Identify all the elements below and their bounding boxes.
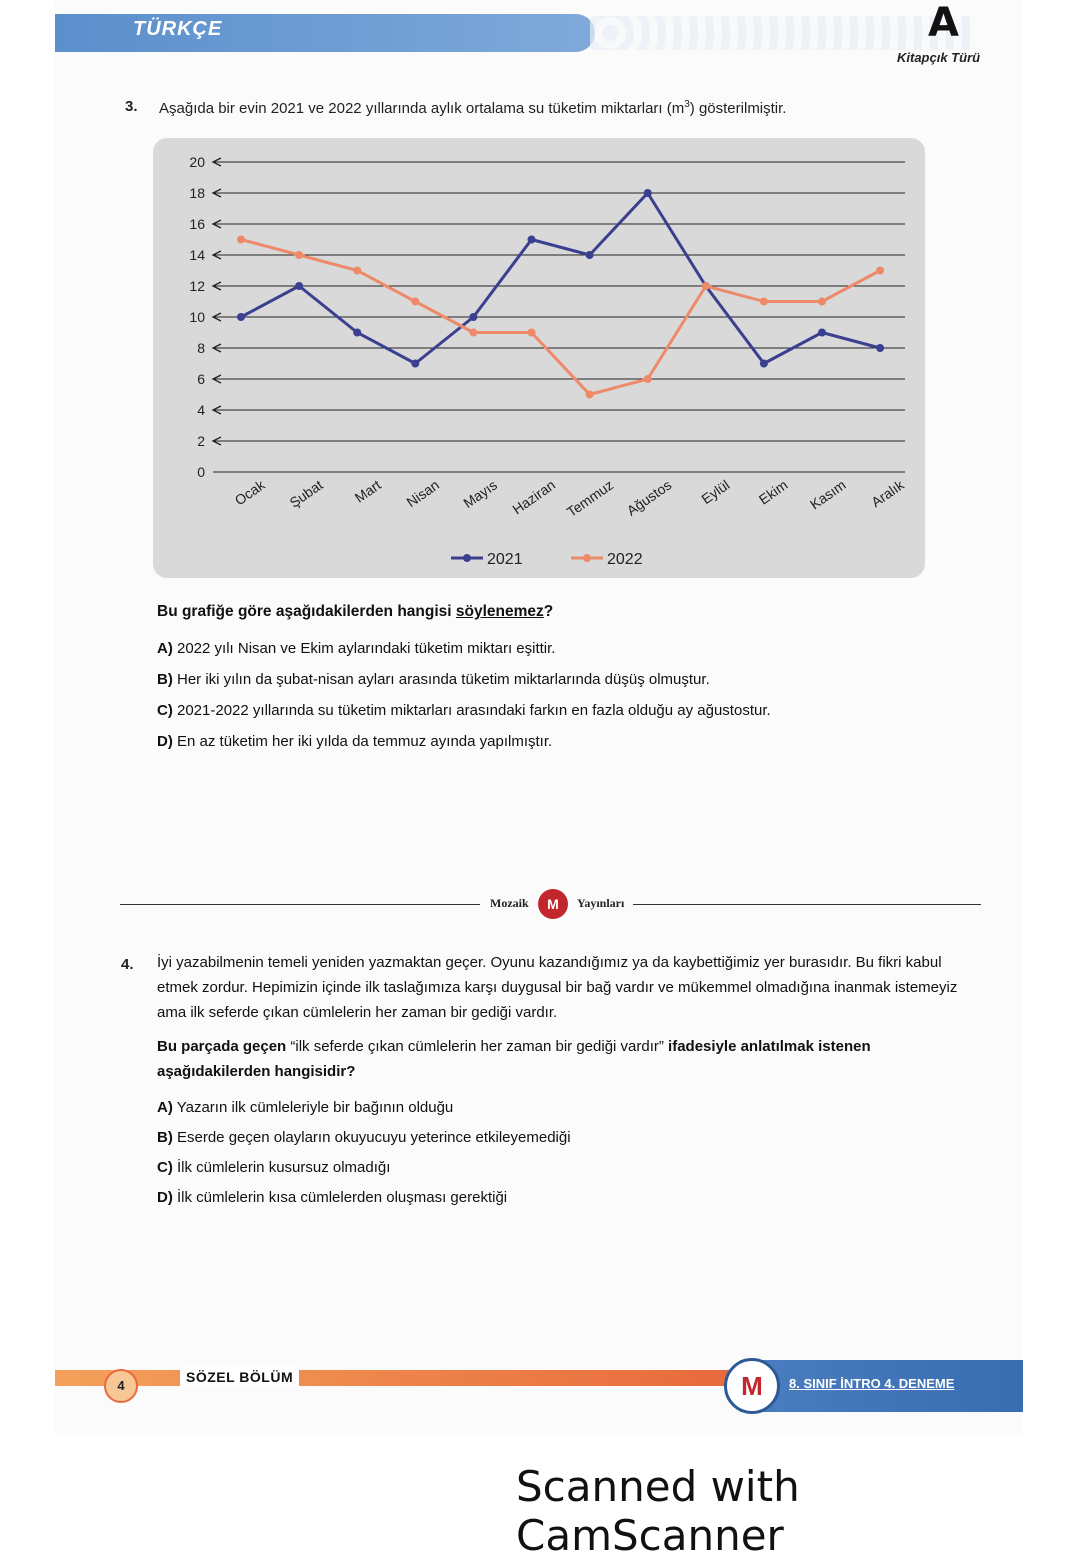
x-tick-label: Nisan xyxy=(403,476,442,511)
publisher-logo: M xyxy=(538,889,568,919)
booklet-letter: A xyxy=(928,0,959,46)
data-point-2022 xyxy=(644,375,652,383)
data-point-2022 xyxy=(353,267,361,275)
exam-title: 8. SINIF İNTRO 4. DENEME xyxy=(789,1376,955,1391)
footer-bar xyxy=(55,1370,735,1386)
data-point-2022 xyxy=(760,298,768,306)
data-point-2021 xyxy=(295,282,303,290)
data-point-2022 xyxy=(411,298,419,306)
booklet-type-label: Kitapçık Türü xyxy=(897,50,981,65)
legend-marker xyxy=(583,554,591,562)
divider-left xyxy=(120,904,480,905)
data-point-2022 xyxy=(469,329,477,337)
y-tick-label: 12 xyxy=(189,278,205,294)
y-tick-label: 16 xyxy=(189,216,205,232)
q4-option-d[interactable]: D) İlk cümlelerin kısa cümlelerden oluşması gerektiği xyxy=(157,1189,508,1206)
publisher-suffix: Yayınları xyxy=(577,896,625,910)
question-3-number: 3. xyxy=(125,98,138,115)
data-point-2021 xyxy=(528,236,536,244)
q3-option-d[interactable]: D) En az tüketim her iki yılda da temmuz ayında yapılmıştır. xyxy=(157,733,553,750)
data-point-2021 xyxy=(818,329,826,337)
legend-label: 2022 xyxy=(607,551,643,568)
q3-option-a[interactable]: A) 2022 yılı Nisan ve Ekim aylarındaki tüketim miktarı eşittir. xyxy=(157,640,556,657)
y-tick-label: 4 xyxy=(197,402,205,418)
data-point-2022 xyxy=(237,236,245,244)
x-tick-label: Haziran xyxy=(509,476,559,518)
x-tick-label: Şubat xyxy=(286,476,326,511)
data-point-2022 xyxy=(528,329,536,337)
question-4-paragraph: İyi yazabilmenin temeli yeniden yazmaktan geçer. Oyunu kazandığımız ya da kaybettiğimiz yer burasıdır. Bu fikri kabul etmek zordur. Hepimizin içinde ilk taslağımıza karşı duygusal bir bağ vardır ve mükemmel olmadığına inanmak istemeyiz ama ilk seferde çıkan cümlelerin her zaman bir gediği vardır. xyxy=(157,954,958,1021)
section-label: SÖZEL BÖLÜM xyxy=(180,1367,299,1387)
data-point-2022 xyxy=(295,251,303,259)
x-tick-label: Ağustos xyxy=(623,476,675,519)
data-point-2022 xyxy=(818,298,826,306)
divider-right xyxy=(633,904,981,905)
data-point-2021 xyxy=(469,313,477,321)
x-tick-label: Eylül xyxy=(698,476,733,508)
question-4-number: 4. xyxy=(121,956,134,973)
data-point-2021 xyxy=(353,329,361,337)
subject-title: TÜRKÇE xyxy=(133,18,223,40)
x-tick-label: Mart xyxy=(351,476,384,506)
data-point-2021 xyxy=(760,360,768,368)
data-point-2022 xyxy=(586,391,594,399)
x-tick-label: Kasım xyxy=(806,476,849,513)
scan-watermark: Scanned with CamScanner xyxy=(516,1462,800,1560)
x-tick-label: Aralık xyxy=(868,476,907,511)
x-tick-label: Ekim xyxy=(755,476,791,508)
legend-label: 2021 xyxy=(487,551,523,568)
legend-marker xyxy=(463,554,471,562)
y-tick-label: 20 xyxy=(189,154,205,170)
y-tick-label: 0 xyxy=(197,464,205,480)
y-tick-label: 18 xyxy=(189,185,205,201)
x-tick-label: Mayıs xyxy=(460,476,501,512)
y-tick-label: 14 xyxy=(189,247,205,263)
data-point-2021 xyxy=(644,189,652,197)
x-tick-label: Temmuz xyxy=(563,476,617,521)
data-point-2022 xyxy=(876,267,884,275)
data-point-2022 xyxy=(702,282,710,290)
question-4-stem: Bu parçada geçen “ilk seferde çıkan cümlelerin her zaman bir gediği vardır” ifadesiyle anlatılmak istenen aşağıdakilerden hangisidir? xyxy=(157,1038,871,1080)
y-tick-label: 6 xyxy=(197,371,205,387)
series-line-2021 xyxy=(241,193,880,364)
header-decoration xyxy=(590,16,970,50)
y-tick-label: 8 xyxy=(197,340,205,356)
data-point-2021 xyxy=(237,313,245,321)
question-3-stem: Bu grafiğe göre aşağıdakilerden hangisi söylenemez? xyxy=(157,603,554,620)
q3-option-c[interactable]: C) 2021-2022 yıllarında su tüketim miktarları arasındaki farkın en fazla olduğu ay ağustostur. xyxy=(157,702,771,719)
page-number: 4 xyxy=(104,1369,138,1403)
data-point-2021 xyxy=(876,344,884,352)
q4-option-b[interactable]: B) Eserde geçen olayların okuyucuyu yeterince etkileyemediği xyxy=(157,1129,571,1146)
water-consumption-chart xyxy=(153,138,925,578)
y-tick-label: 10 xyxy=(189,309,205,325)
footer-logo: M xyxy=(724,1358,780,1414)
q4-option-c[interactable]: C) İlk cümlelerin kusursuz olmadığı xyxy=(157,1159,391,1176)
y-tick-label: 2 xyxy=(197,433,205,449)
question-3-intro: Aşağıda bir evin 2021 ve 2022 yıllarında aylık ortalama su tüketim miktarları $(m^3)$ gösterilmiştir. xyxy=(159,99,787,117)
q4-option-a[interactable]: A) Yazarın ilk cümleleriyle bir bağının olduğu xyxy=(157,1099,454,1116)
x-tick-label: Ocak xyxy=(231,476,268,509)
q3-option-b[interactable]: B) Her iki yılın da şubat-nisan ayları arasında tüketim miktarlarında düşüş olmuştur. xyxy=(157,671,710,688)
data-point-2021 xyxy=(586,251,594,259)
data-point-2021 xyxy=(411,360,419,368)
publisher-name: Mozaik xyxy=(490,896,529,910)
